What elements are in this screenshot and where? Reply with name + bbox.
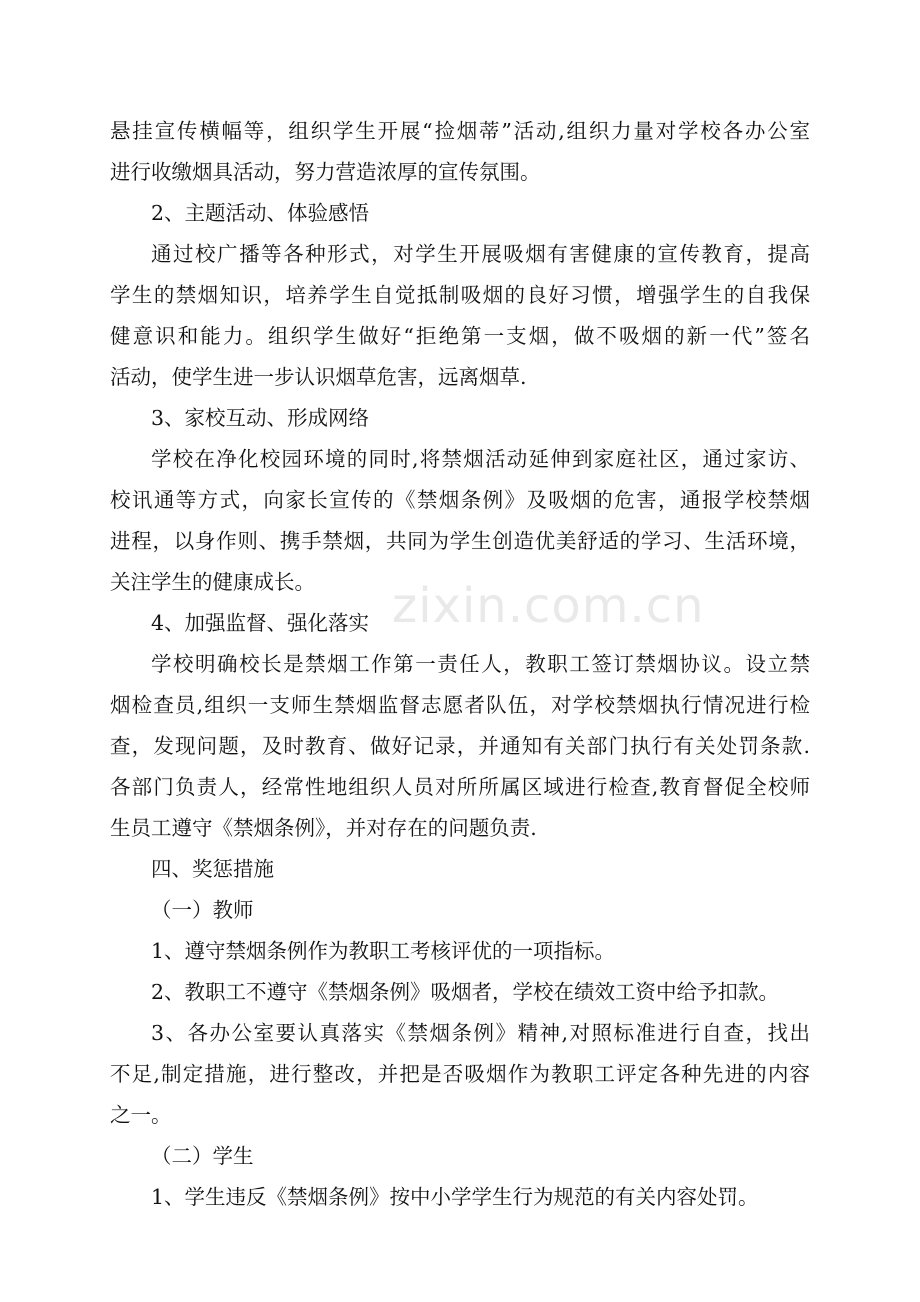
paragraph-line: 学生的禁烟知识，培养学生自觉抵制吸烟的良好习惯，增强学生的自我保 [110,283,810,307]
paragraph-line: 校讯通等方式，向家长宣传的《禁烟条例》及吸烟的危害，通报学校禁烟 [110,488,810,512]
list-item: 1、学生违反《禁烟条例》按中小学学生行为规范的有关内容处罚。 [151,1185,759,1209]
paragraph-line: 学校明确校长是禁烟工作第一责任人，教职工签订禁烟协议。设立禁 [151,652,810,676]
paragraph-line: 健意识和能力。组织学生做好“拒绝第一支烟，做不吸烟的新一代”签名 [110,324,810,348]
subsection-heading: （一）教师 [151,898,254,922]
paragraph-line: 之一。 [110,1103,172,1127]
paragraph-line: 进行收缴烟具活动，努力营造浓厚的宣传氛围。 [110,160,541,184]
paragraph-line: 悬挂宣传横幅等，组织学生开展“捡烟蒂”活动,组织力量对学校各办公室 [110,119,810,143]
paragraph-line: 通过校广播等各种形式，对学生开展吸烟有害健康的宣传教育，提高 [151,242,810,266]
paragraph-line: 烟检查员,组织一支师生禁烟监督志愿者队伍，对学校禁烟执行情况进行检 [110,693,810,717]
section-heading: 2、主题活动、体验感悟 [151,201,370,225]
paragraph-line: 不足,制定措施，进行整改，并把是否吸烟作为教职工评定各种先进的内容 [110,1062,810,1086]
paragraph-line: 进程，以身作则、携手禁烟，共同为学生创造优美舒适的学习、生活环境， [110,529,810,553]
paragraph-line: 生员工遵守《禁烟条例》，并对存在的问题负责. [110,816,537,840]
paragraph-line: 活动，使学生进一步认识烟草危害，远离烟草. [110,365,527,389]
subsection-heading: （二）学生 [151,1144,254,1168]
paragraph-line: 关注学生的健康成长。 [110,570,315,594]
list-item: 1、遵守禁烟条例作为教职工考核评优的一项指标。 [151,939,616,963]
list-item: 3、各办公室要认真落实《禁烟条例》精神,对照标准进行自查，找出 [151,1021,810,1045]
watermark: zixin.com.cn [392,578,705,634]
section-heading: 4、加强监督、强化落实 [151,611,370,635]
section-heading: 3、家校互动、形成网络 [151,406,370,430]
paragraph-line: 各部门负责人，经常性地组织人员对所所属区域进行检查,教育督促全校师 [110,775,810,799]
paragraph-line: 查，发现问题，及时教育、做好记录，并通知有关部门执行有关处罚条款. [110,734,810,758]
paragraph-line: 学校在净化校园环境的同时,将禁烟活动延伸到家庭社区，通过家访、 [151,447,810,471]
list-item: 2、教职工不遵守《禁烟条例》吸烟者，学校在绩效工资中给予扣款。 [151,980,780,1004]
section-heading: 四、奖惩措施 [151,857,274,881]
